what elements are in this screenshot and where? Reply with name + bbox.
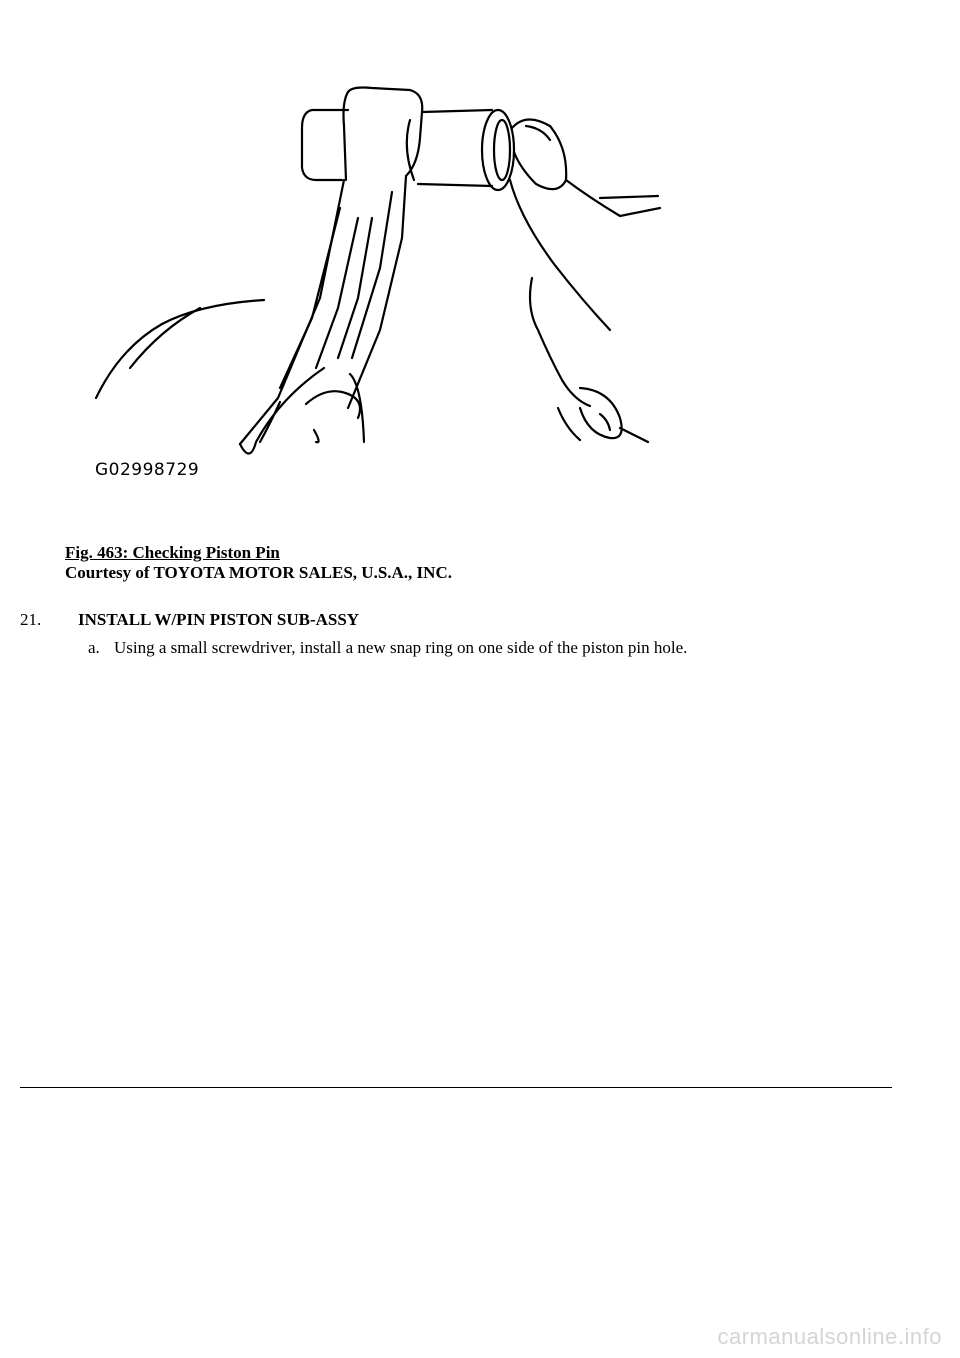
site-watermark: carmanualsonline.info	[717, 1324, 942, 1349]
substep-text: Using a small screwdriver, install a new snap ring on one side of the piston pin hole.	[114, 638, 688, 657]
step-number: 21.	[20, 610, 42, 629]
piston-pin-illustration	[80, 68, 730, 498]
substep-letter: a.	[88, 638, 100, 657]
procedure-substep	[88, 638, 687, 658]
connecting-rod-drawing	[80, 68, 730, 498]
figure-code: G02998729	[95, 460, 200, 480]
step-heading: INSTALL W/PIN PISTON SUB-ASSY	[78, 610, 360, 629]
caption-title[interactable]: Fig. 463: Checking Piston Pin	[65, 543, 280, 562]
page-divider	[20, 1087, 892, 1088]
caption-credit: Courtesy of TOYOTA MOTOR SALES, U.S.A., INC.	[65, 563, 452, 582]
procedure-step	[20, 610, 359, 630]
figure-caption	[65, 543, 452, 583]
